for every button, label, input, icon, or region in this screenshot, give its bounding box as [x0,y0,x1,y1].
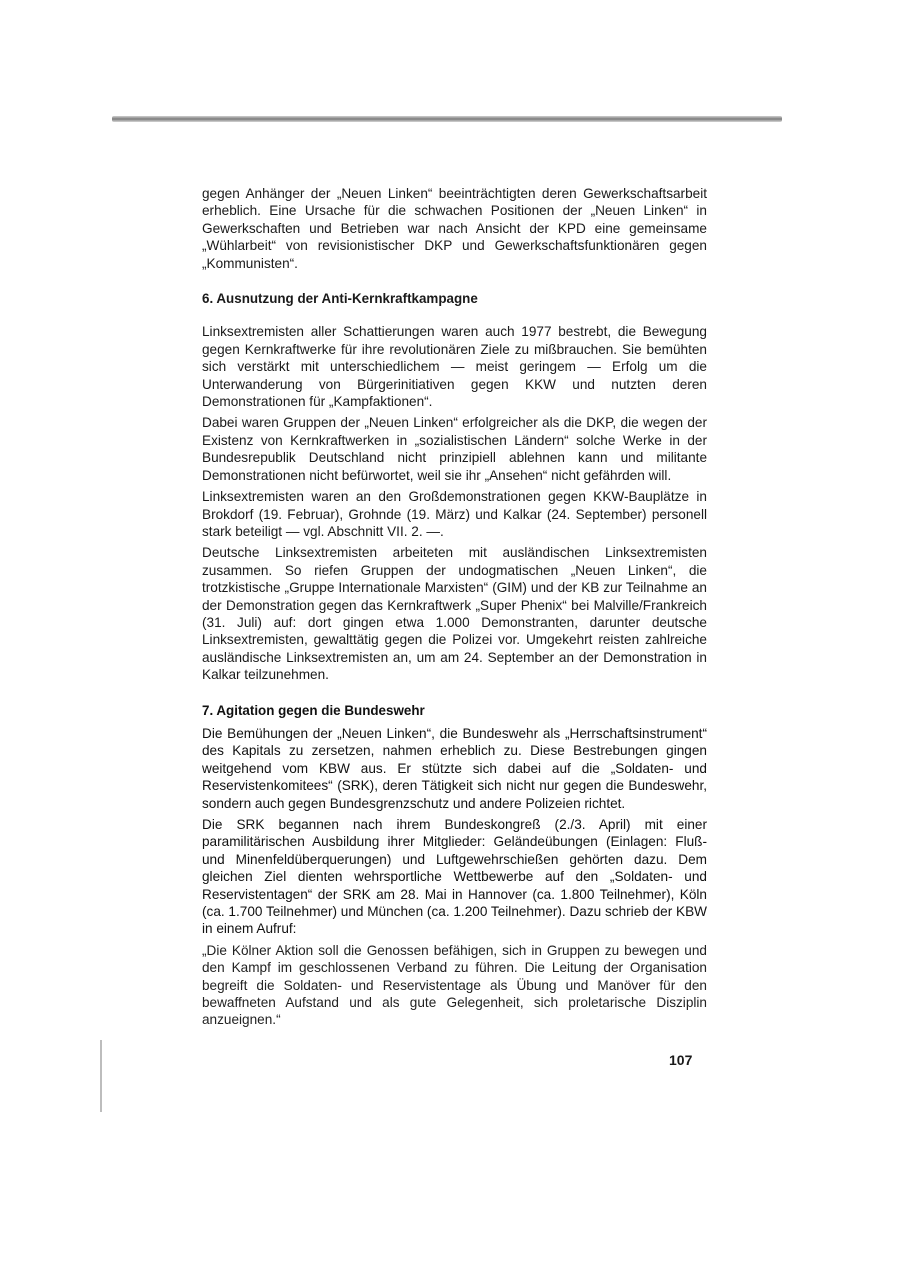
top-scan-rule [112,116,782,122]
section-7-quote: „Die Kölner Aktion soll die Genossen befähigen, sich in Gruppen zu bewegen und den Kampf im geschlossenen Verband zu führen. Die Leitung der Organisation begreift die Soldaten- und Reservistentage als Übung und Manöver für den bewaffneten Aufstand und als gute Gelegenheit, sich proletarische Disziplin anzueignen.“ [202,942,707,1028]
intro-paragraph: gegen Anhänger der „Neuen Linken“ beeinträchtigten deren Gewerkschaftsarbeit erheblich. Eine Ursache für die schwachen Positionen der „Neuen Linken“ in Gewerkschaften und Betrieben war nach Ansicht der KPD eine gemeinsame „Wühlarbeit“ von revisionistischer DKP und Gewerkschaftsfunktionären gegen „Kommunisten“. [202,186,707,271]
section-6-paragraph-2: Dabei waren Gruppen der „Neuen Linken“ erfolgreicher als die DKP, die wegen der Existenz von Kernkraftwerken in „sozialistischen Ländern“ solche Werke in der Bundesrepublik Deutschland nicht prinzipiell ablehnen kann und militante Demonstrationen nicht befürwortet, weil sie ihr „Ansehen“ nicht gefährden will. [202,415,707,483]
section-6-heading: 6. Ausnutzung der Anti-Kernkraftkampagne [202,291,478,307]
section-6-paragraph-1: Linksextremisten aller Schattierungen waren auch 1977 bestrebt, die Bewegung gegen Kernkraftwerke für ihre revolutionären Ziele zu mißbrauchen. Sie bemühten sich verstärkt mit unterschiedlichem — meist geringem — Erfolg um die Unterwanderung von Bürgerinitiativen gegen KKW und nutzten deren Demonstrationen für „Kampfaktionen“. [202,324,707,410]
section-gap [202,272,707,290]
section-6-paragraph-3: Linksextremisten waren an den Großdemonstrationen gegen KKW-Bauplätze in Brokdorf (19. Februar), Grohnde (19. März) und Kalkar (24. September) personell stark beteiligt — vgl. Abschnitt VII. 2. —. [202,489,707,539]
section-6-paragraph-4: Deutsche Linksextremisten arbeiteten mit ausländischen Linksextremisten zusammen. So riefen Gruppen der undogmatischen „Neuen Linken“, die trotzkistische „Gruppe Internationale Marxisten“ (GIM) und der KB zur Teilnahme an der Demonstration gegen das Kernkraftwerk „Super Phenix“ bei Malville/Frankreich (31. Juli) auf: dort gingen etwa 1.000 Demonstranten, darunter deutsche Linksextremisten, gewalttätig gegen die Polizei vor. Umgekehrt reisten zahlreiche ausländische Linksextremisten an, um am 24. September an der Demonstration in Kalkar teilzunehmen. [202,545,707,683]
page-body [202,185,707,1033]
section-7-paragraph-1: Die Bemühungen der „Neuen Linken“, die Bundeswehr als „Herrschaftsinstrument“ des Kapitals zu zersetzen, nahmen erheblich zu. Diese Bestrebungen gingen weitgehend vom KBW aus. Er stützte sich dabei auf die „Soldaten- und Reservistenkomitees“ (SRK), deren Tätigkeit sich nicht nur gegen die Bundeswehr, sondern auch gegen Bundesgrenzschutz und andere Polizeien richtet. [202,725,707,811]
page-number: 107 [669,1052,693,1068]
section-7-heading: 7. Agitation gegen die Bundeswehr [202,702,425,718]
section-6 [202,290,707,684]
section-7-paragraph-2: Die SRK begannen nach ihrem Bundeskongreß (2./3. April) mit einer paramilitärischen Ausbildung ihrer Mitglieder: Geländeübungen (Einlagen: Fluß- und Minenfeldüberquerungen) und Luftgewehrschießen gehörten dazu. Dem gleichen Ziel dienten wehrsportliche Wettbewerbe auf den „Soldaten- und Reservistentagen“ der SRK am 28. Mai in Hannover (ca. 1.800 Teilnehmer), Köln (ca. 1.700 Teilnehmer) und München (ca. 1.200 Teilnehmer). Dazu schrieb der KBW in einem Aufruf: [202,817,707,937]
section-7 [202,702,707,1029]
scan-margin-mark [100,1040,102,1112]
